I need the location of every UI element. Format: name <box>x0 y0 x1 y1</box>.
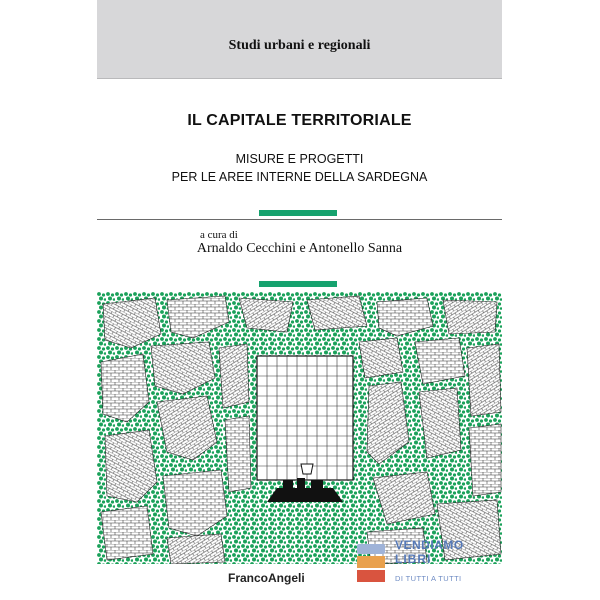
watermark-stamp <box>355 534 465 594</box>
box-icon <box>355 540 389 586</box>
urban-map-illustration <box>97 292 502 564</box>
watermark-line-3: DI TUTTI A TUTTI <box>395 574 462 583</box>
green-divider-top <box>259 210 337 216</box>
watermark-line-1: VENDIAMO <box>395 538 464 552</box>
watermark-line-2: LIBRI <box>395 552 432 566</box>
book-cover <box>97 0 502 600</box>
series-band <box>97 0 502 79</box>
green-divider-bottom <box>259 281 337 287</box>
series-title: Studi urbani e regionali <box>228 38 371 53</box>
publisher-logo: FrancoAngeli <box>228 571 305 585</box>
editors-names: Arnaldo Cecchini e Antonello Sanna <box>196 241 403 256</box>
horizontal-rule <box>97 219 502 220</box>
subtitle-line-2: PER LE AREE INTERNE DELLA SARDEGNA <box>171 170 428 184</box>
subtitle-line-1: MISURE E PROGETTI <box>235 152 364 166</box>
curator-label: a cura di <box>200 229 238 241</box>
book-title: IL CAPITALE TERRITORIALE <box>187 112 412 129</box>
